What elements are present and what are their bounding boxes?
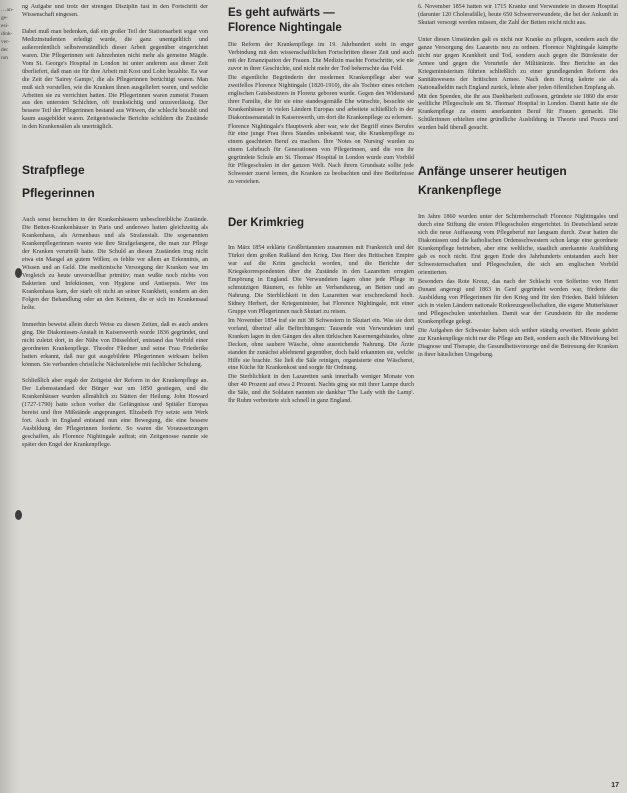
paragraph: Die Aufgaben der Schwester haben sich seither ständig erweitert. Heute gehört zur Krankenpflege nicht nur die Pflege am Bett, sondern auch die Mitwirkung bei Diagnose und Therapie, die Gesundheitsvorsorge und die Betreuung der Kranken in ihrer häuslichen Umgebung.	[418, 327, 618, 358]
paragraph: Die eigentliche Begründerin der modernen Krankenpflege aber war zweifellos Florence Nightingale (1820-1910), die als Tochter eines reichen englischen Gutsbesitzers in Florenz geboren wurde. Gegen den Widerstand ihrer Familie, die für sie eine standesgemäße Ehe wünschte, besuchte sie Krankenhäuser in vielen Ländern Europas und arbeitete schließlich in der Diakonissenanstalt in Kaiserswerth, um dort die Krankenpflege zu erlernen.	[228, 74, 414, 121]
paragraph: Im Jahre 1860 wurden unter der Schirmherrschaft Florence Nightingales und durch eine Stiftung die ersten Pflegeschulen eingerichtet. In Deutschland setzte sich die neue Auffassung vom Pflegeberuf nur langsam durch. Zwar hatten die Diakonissen und die katholischen Ordensschwestern schon lange eine geordnete Krankenpflege betrieben, aber eine weltliche, staatlich anerkannte Ausbildung gab es noch nicht. Erst gegen Ende des Jahrhunderts entstanden auch hier Schwesternschaften und Pflegeschulen, die sich am englischen Vorbild orientierten.	[418, 214, 618, 276]
punch-hole-mark	[15, 268, 22, 278]
section-heading-krimkrieg: Der Krimkrieg	[228, 217, 305, 230]
section-heading-strafpflege: Strafpflege	[22, 163, 85, 178]
paragraph: Schließlich aber ergab der Zeitgeist der Reform in der Krankenpflege an. Der Lebensstandard der Bürger war um 1850 gestiegen, und die Krankenhäuser wurden allmählich zu Stätten der Heilung. John Howard (1727-1790) hatte schon vorher die Gefängnisse und Spitäler Europas bereist und ihre Mißstände angeprangert. Elizabeth Fry setzte sein Werk fort. Auch in England entstand nun eine Bewegung, die eine bessere Ausbildung der Pflegerinnen forderte. So waren die Voraussetzungen geschaffen, als Florence Nightingale auftrat; ein Zeitgenosse nannte sie später den Engel der Krankenpflege.	[22, 378, 208, 449]
paragraph: Dabei muß man bedenken, daß ein großer Teil der Stationsarbeit sogar von Medizinstudenten erledigt wurde, die ganz unentgeltlich und außerordentlich selbstverständlich dieser Arbeit gegenüber eingerichtet waren. Die Pflegerinnen seit Jahrzehnten nicht mehr als gemeine Mägde. Vom St. George's Hospital in London ist unter anderem aus dieser Zeit überliefert, daß man sie für ihre Arbeit mit Kost und Lohn bezahlte. Es war die Zeit der 'Sairey Gamps', die als Pflegerinnen berüchtigt waren. Man muß sich vorstellen, wie die Kranken ihnen ausgeliefert waren, und welche Arbeiten sie zu verrichten hatten. Die Pflegerinnen waren zumeist Frauen aus den untersten Schichten, oft trunksüchtig und unzuverlässig. Der bessere Teil der Pflegerinnen bestand aus Witwen, die schlecht bezahlt und kaum ausgebildet waren. Zeitgenössische Berichte schildern die Zustände in den Krankensälen als unerträglich.	[22, 28, 208, 131]
page-number: 17	[611, 782, 619, 789]
article-heading-florence-nightingale: Es geht aufwärts — Florence Nightingale	[228, 7, 342, 34]
paragraph: Besonders das Rote Kreuz, das nach der Schlacht von Solferino von Henri Dunant angeregt und 1863 in Genf gegründet worden war, förderte die Ausbildung von Pflegerinnen für den Krieg und für den Frieden. Bald bildeten sich in vielen Ländern nationale Rotkreuzgesellschaften, die eigene Mutterhäuser und Pflegeschulen unterhielten. Damit war der Grundstein für die moderne Krankenpflege gelegt.	[418, 278, 618, 325]
paragraph: Florence Nightingale's Hauptwerk aber war, wie der Begriff eines Berufes für eine junge Frau ihres Standes unbekannt war, die Krankenpflege zu einem geachteten Beruf zu machen. Ihre 'Notes on Nursing' wurden zu einem Lehrbuch für Generationen von Pflegerinnen, und die von ihr gegründete Schule am St. Thomas' Hospital in London wurde zum Vorbild für Pflegeschulen in der ganzen Welt. Nach ihrem Grundsatz sollte jede Schwester zuerst lernen, die Kranken zu beobachten und ihre Bedürfnisse zu verstehen.	[228, 123, 414, 186]
punch-hole-mark	[15, 510, 22, 520]
paragraph: Die Reform der Krankenpflege im 19. Jahrhundert steht in enger Verbindung mit den wissenschaftlichen Fortschritten dieser Zeit und auch mit der Emanzipation der Frauen. Die Medizin machte Fortschritte, wie nie zuvor in ihrer Geschichte, und nicht mehr der Tod beherrschte das Feld.	[228, 42, 414, 72]
paragraph: Im November 1854 traf sie mit 38 Schwestern in Skutari ein. Was sie dort vorfand, übertraf alle Befürchtungen: Tausende von Verwundeten und Kranken lagen in den Gängen des alten türkischen Kasernengebäudes, ohne Decken, ohne saubere Wäsche, ohne ausreichende Nahrung. Die Ärzte standen ihr zunächst ablehnend gegenüber, doch bald erkannten sie, welche Hilfe sie brachte. Sie ließ die Säle reinigen, organisierte eine Wäscherei, eine Küche für Krankenkost und sorgte für Ordnung.	[228, 317, 414, 372]
paragraph: Auch sonst herrschten in der Krankenhäusern unbeschreibliche Zustände. Die Betten-Krankenhäuser in Paris und anderswo hatten gleichzeitig als Krankenhaus, als Armenhaus und als Strafanstalt. Die sogenannten Krankenpflegerinnen waren wie ihre Strafgefangene, die man zur Pflege der Kranken verurteilt hatte. Die Schuld an diesen Zuständen trug nicht etwa ein Mangel an gutem Willen; es fehlte vor allem an Erkenntnis, an Wissen und an Geld. Die medizinische Versorgung der Kranken war im Vergleich zu heute unvorstellbar primitiv; man wußte noch nichts von Bakterien und Infektionen, von Hygiene und Antisepsis. Wer ins Krankenhaus kam, der starb oft nicht an seiner Krankheit, sondern an den Folgen der Behandlung oder an den Keimen, die er sich im Krankensaal holte.	[22, 217, 208, 311]
section-heading-pflegerinnen: Pflegerinnen	[22, 186, 95, 201]
margin-text: …an- ge- esi- dink- ver- der nm	[1, 7, 14, 61]
paragraph: Die Sterblichkeit in den Lazaretten sank innerhalb weniger Monate von über 40 Prozent auf etwa 2 Prozent. Nachts ging sie mit ihrer Lampe durch die Säle, und die Soldaten nannten sie dankbar 'The Lady with the Lamp'. Ihr Ruhm verbreitete sich schnell in ganz England.	[228, 374, 414, 405]
paragraph: Mit den Spenden, die ihr aus Dankbarkeit zuflossen, gründete sie 1860 die erste weltliche Pflegeschule am St. Thomas' Hospital in London. Damit hatte sie die Krankenpflege zu einem anerkannten Beruf für Frauen gemacht. Die Schülerinnen erhielten eine gründliche Ausbildung in Theorie und Praxis und wurden bald überall gesucht.	[418, 93, 618, 132]
page-fold	[0, 0, 20, 793]
column-2	[228, 4, 414, 790]
paragraph: Immerhin beweist allein durch Weise zu diesen Zeiten, daß es auch anders ging. Die Diakonissen-Anstalt in Kaiserswerth wurde 1836 gegründet, und nicht zuletzt dort, in der Nähe von Düsseldorf, entstand das Vorbild einer geordneten Krankenpflege. Theodor Fliedner und seine Frau Friederike hatten erkannt, daß nur gut ausgebildete Pflegerinnen wirksam helfen können. Sie verbanden christliche Nächstenliebe mit fachlicher Schulung.	[22, 321, 208, 368]
paragraph: Unter diesen Umständen galt es nicht nur Kranke zu pflegen, sondern auch die ganze Versorgung des Lazaretts neu zu ordnen. Florence Nightingale kämpfte nicht nur gegen Krankheit und Tod, sondern auch gegen die Bürokratie der Armee und gegen die Vorurteile der Militärärzte. Ihre Berichte an das Kriegsministerium führten schließlich zu einer grundlegenden Reform des Sanitätswesens der britischen Armee. Nach dem Krieg kehrte sie als Nationalheldin nach England zurück, lehnte aber jeden öffentlichen Empfang ab.	[418, 36, 618, 91]
column-1	[22, 4, 208, 790]
section-heading-anfaenge: Anfänge unserer heutigen Krankenpflege	[418, 164, 567, 198]
column-3	[418, 4, 618, 790]
paragraph: Im März 1854 erklärte Großbritannien zusammen mit Frankreich und der Türkei dem großen Rußland den Krieg. Das Heer des Britischen Empire war auf die Krim geschickt worden, und die Berichte der Kriegskorrespondenten über die Zustände in den Lazaretten erregten Empörung in England. Die Verwundeten lagen ohne jede Pflege in schmutzigen Räumen, es fehlte an Verbandszeug, an Betten und an Nahrung. Die Sterblichkeit in den Lazaretten war erschreckend hoch. Sidney Herbert, der Kriegsminister, bat Florence Nightingale, mit einer Gruppe von Pflegerinnen nach Skutari zu reisen.	[228, 245, 414, 315]
paragraph: 6. November 1854 hatten wir 1715 Kranke und Verwundete in diesem Hospital (darunter 120 Cholerafälle), heute 650 Schwerverwundete, die bei der Ankunft in Skutari versorgt werden müssen, die Zahl der Betten reicht nicht aus.	[418, 4, 618, 26]
paragraph: ng Aufgabe und trotz der strengen Disziplin fast in den Fortschritt der Wissenschaft eingesen.	[22, 4, 208, 18]
